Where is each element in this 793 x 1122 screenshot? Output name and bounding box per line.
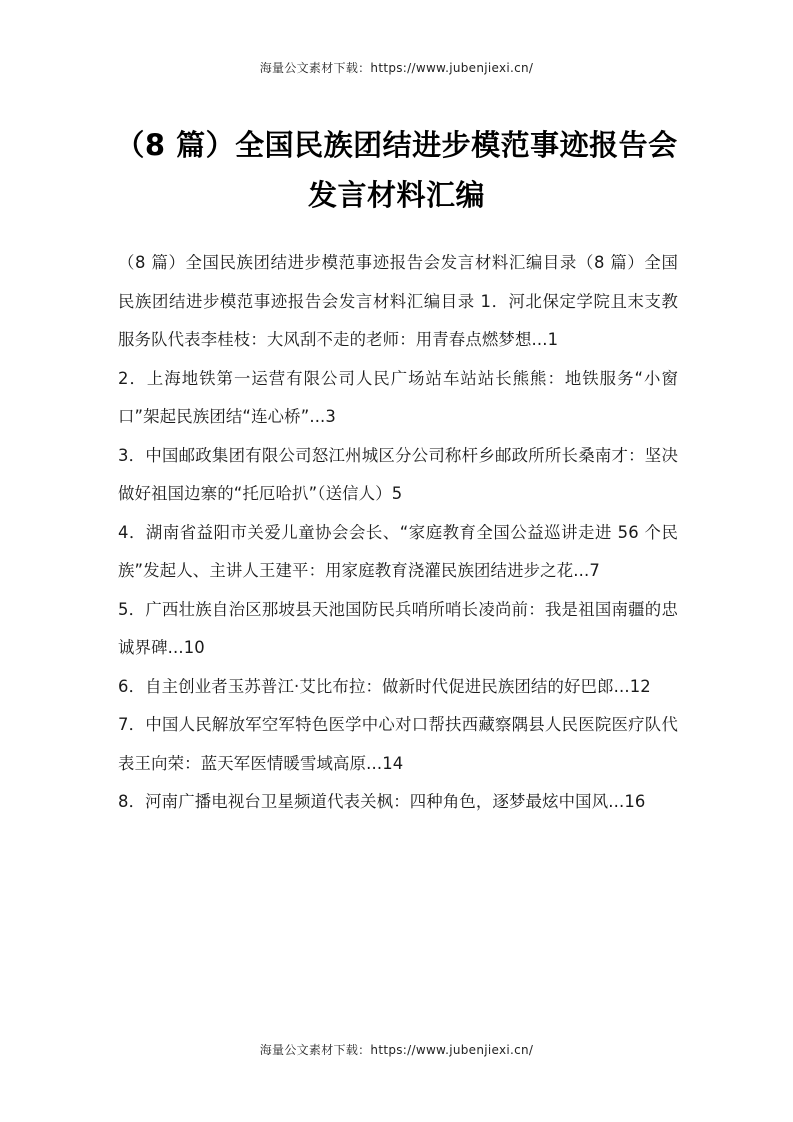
toc-entry-7: 7．中国人民解放军空军特色医学中心对口帮扶西藏察隅县人民医院医疗队代表王向荣：蓝天军医情暖雪域高原...14 (118, 715, 678, 773)
toc-entry-4: 4．湖南省益阳市关爱儿童协会会长、“家庭教育全国公益巡讲走进 56 个民族”发起人、主讲人王建平：用家庭教育浇灌民族团结进步之花...7 (118, 522, 678, 580)
page-header: 海量公文素材下载：https://www.jubenjiexi.cn/ (259, 61, 534, 75)
document-title-line-2: 发言材料汇编 (307, 178, 485, 212)
toc-entry-5: 5．广西壮族自治区那坡县天池国防民兵哨所哨长凌尚前：我是祖国南疆的忠诚界碑...10 (118, 599, 678, 657)
toc-entry-6: 6．自主创业者玉苏普江·艾比布拉：做新时代促进民族团结的好巴郎...12 (118, 676, 651, 696)
page-footer: 海量公文素材下载：https://www.jubenjiexi.cn/ (259, 1043, 534, 1057)
intro-paragraph: （8 篇）全国民族团结进步模范事迹报告会发言材料汇编目录（8 篇）全国民族团结进步模范事迹报告会发言材料汇编目录 1．河北保定学院且末支教服务队代表李桂枝：大风刮不走的老师：用青春点燃梦想...1 (118, 253, 678, 349)
toc-entry-3: 3．中国邮政集团有限公司怒江州城区分公司称杆乡邮政所所长桑南才：坚决做好祖国边寨的“托厄哈扒”（送信人）5 (118, 445, 678, 503)
document-title-line-1: （8 篇）全国民族团结进步模范事迹报告会 (115, 128, 678, 162)
document-body (118, 244, 678, 822)
toc-entry-8: 8．河南广播电视台卫星频道代表关枫：四种角色，逐梦最炫中国风...16 (118, 792, 646, 811)
toc-entry-2: 2．上海地铁第一运营有限公司人民广场站车站站长熊熊：地铁服务“小窗口”架起民族团结“连心桥”...3 (118, 368, 678, 426)
